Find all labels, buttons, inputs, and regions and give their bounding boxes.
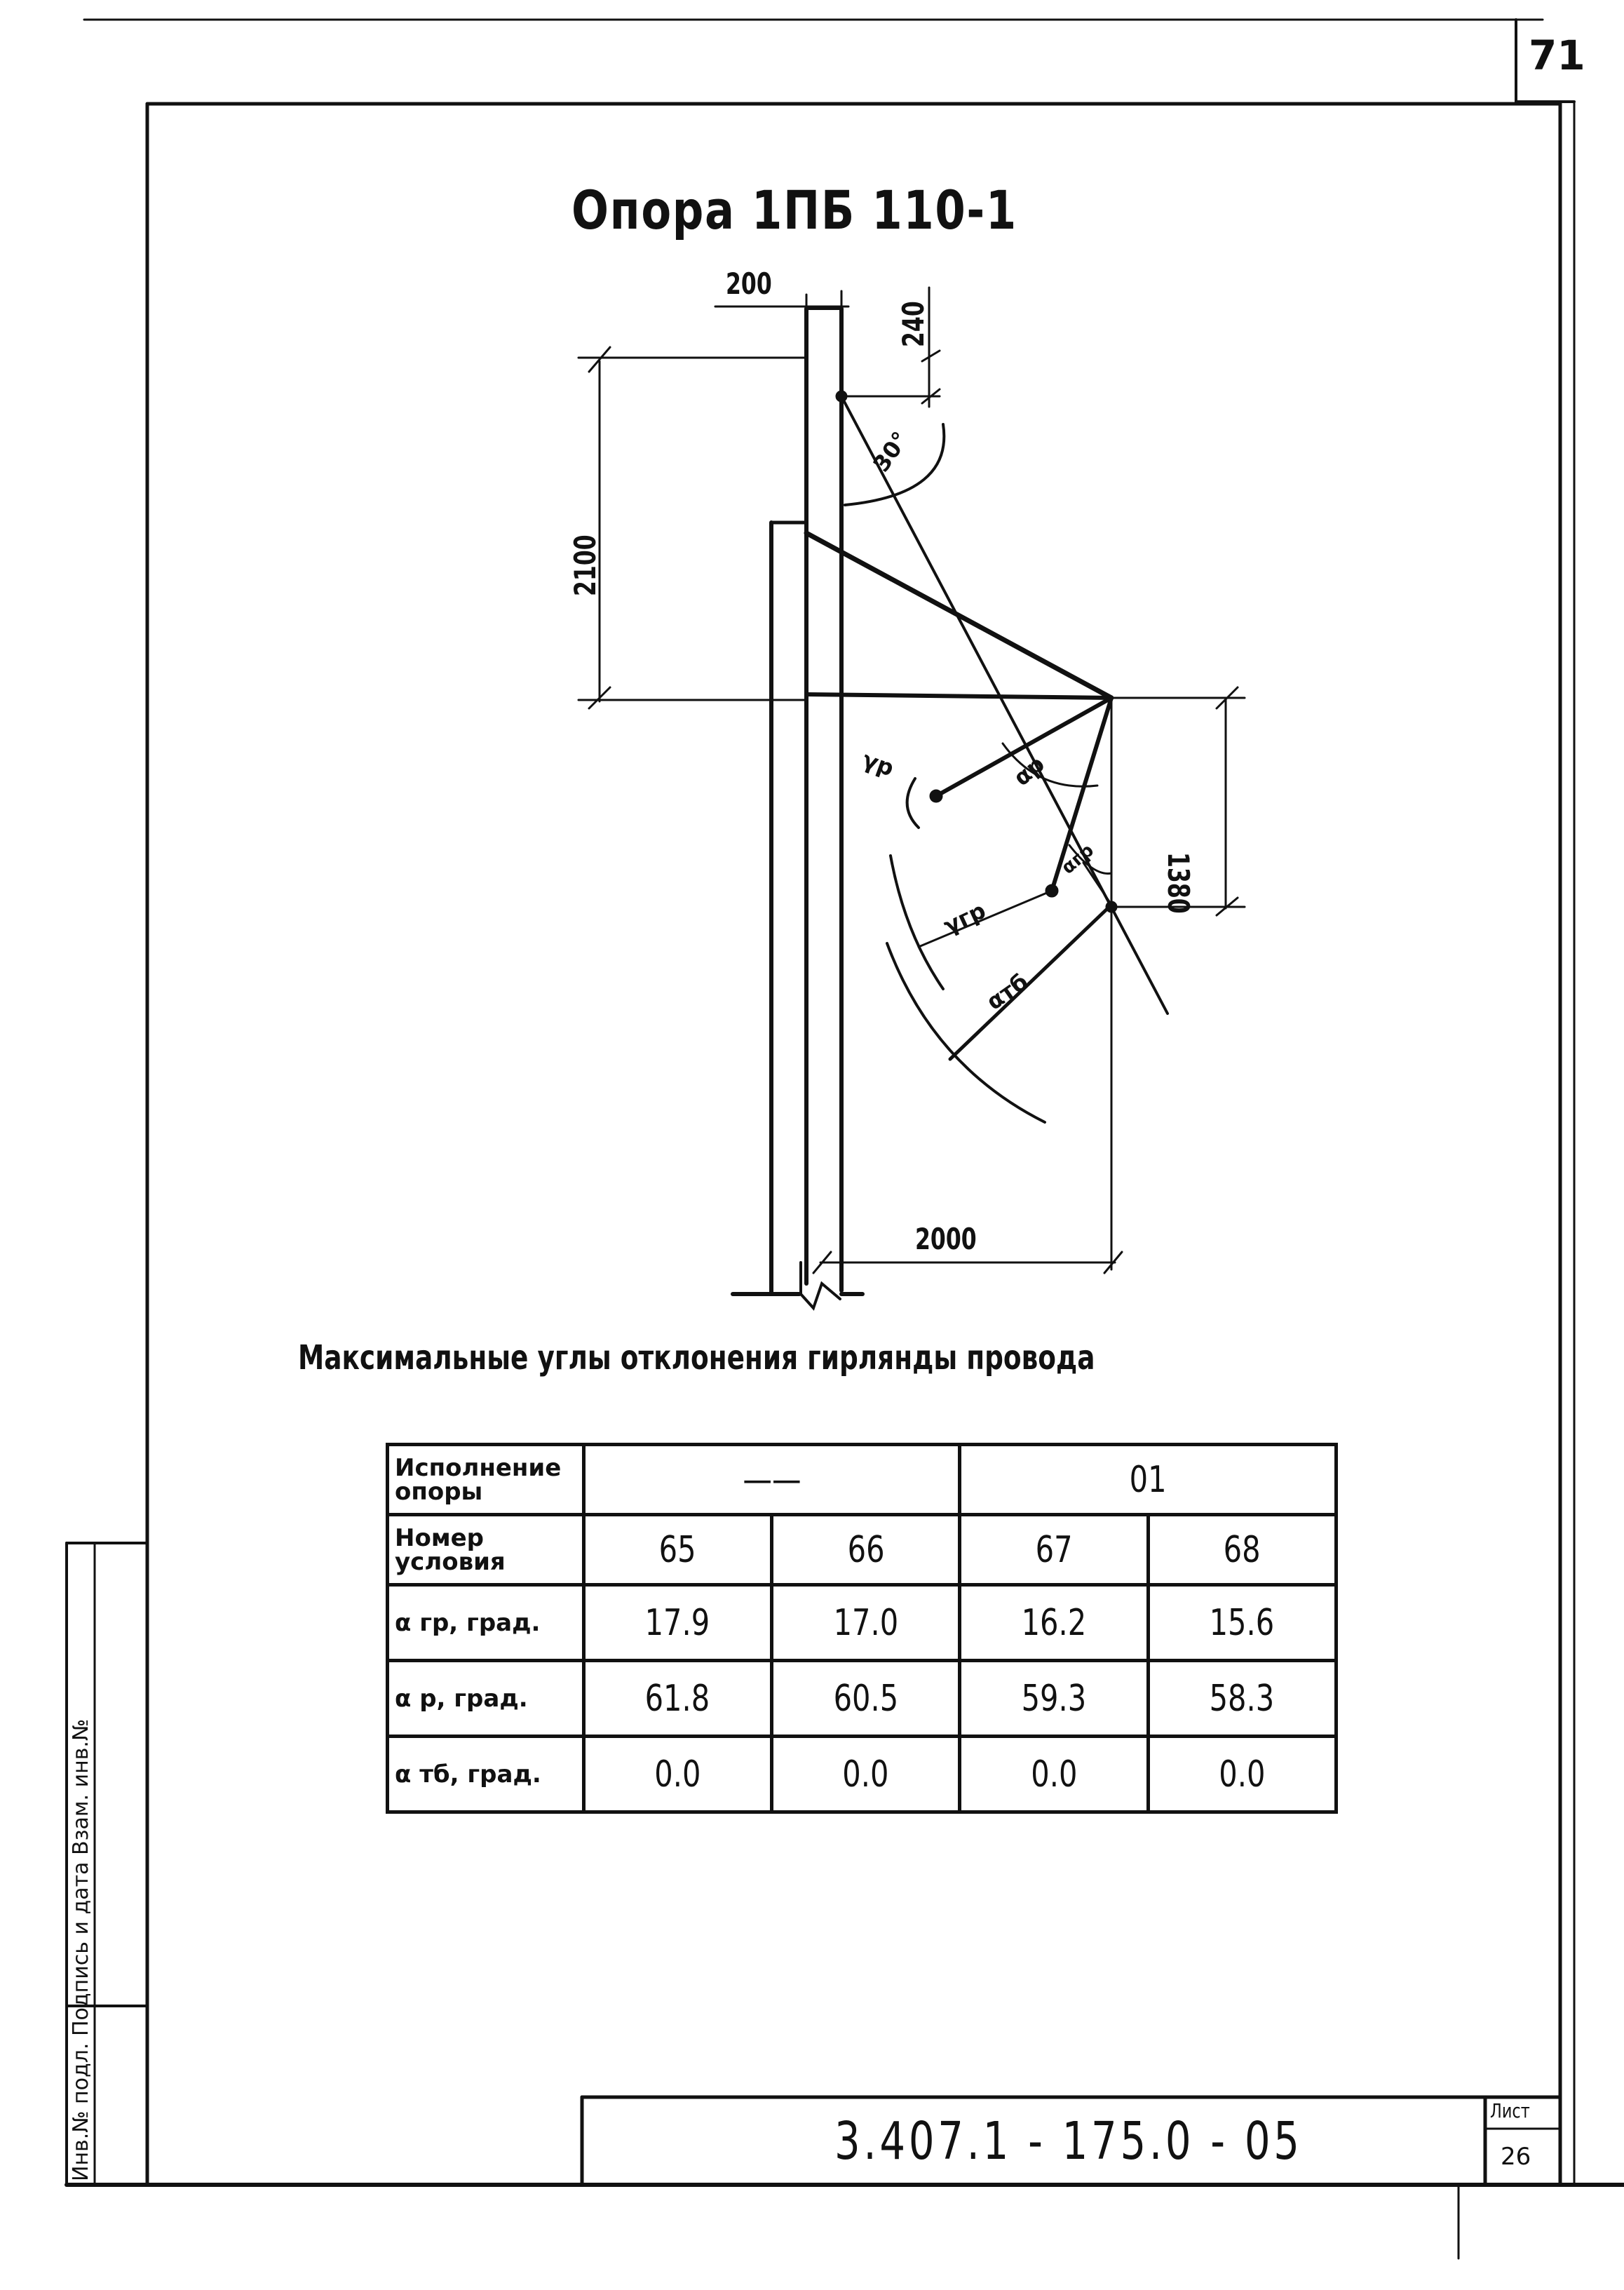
- table-cell: 60.5: [772, 1661, 960, 1737]
- table-cell: 15.6: [1148, 1585, 1336, 1661]
- label-gamma-r: γр: [858, 746, 898, 782]
- dim-200: 200: [726, 267, 772, 301]
- table-cell: 59.3: [960, 1661, 1148, 1737]
- table-row: [388, 1585, 1337, 1661]
- dim-240: 240: [896, 301, 931, 347]
- table-cell: 58.3: [1148, 1661, 1336, 1737]
- exec-cell: 01: [960, 1445, 1337, 1515]
- row-label: Номер условия: [388, 1515, 584, 1585]
- table-cell: 0.0: [960, 1737, 1148, 1812]
- crossarm: [806, 533, 1111, 698]
- dim-2000: 2000: [915, 1222, 977, 1256]
- table-row: [388, 1737, 1337, 1812]
- table-row: [388, 1445, 1337, 1515]
- table-cell: 0.0: [772, 1737, 960, 1812]
- page-title: Опора 1ПБ 110-1: [571, 179, 1017, 241]
- row-label: α тб, град.: [388, 1737, 584, 1812]
- table-row: [388, 1661, 1337, 1737]
- table-cell: 16.2: [960, 1585, 1148, 1661]
- exec-cell: ——: [583, 1445, 960, 1515]
- inclined-line: [841, 396, 1168, 1016]
- sheet-label: Лист: [1490, 2099, 1530, 2122]
- table-cell: 61.8: [583, 1661, 771, 1737]
- table-caption: Максимальные углы отклонения гирлянды провода: [298, 1338, 1095, 1378]
- row-label: α р, град.: [388, 1661, 584, 1737]
- header-exec: Исполнение опоры: [388, 1445, 584, 1515]
- table-cell: 17.0: [772, 1585, 960, 1661]
- table-cell: 66: [772, 1515, 960, 1585]
- table-cell: 65: [583, 1515, 771, 1585]
- table-row: [388, 1515, 1337, 1585]
- corner-sheet-number: 71: [1529, 32, 1585, 79]
- row-label: α гр, град.: [388, 1585, 584, 1661]
- side-stamp: Инв.№ подл. Подпись и дата Взам. инв.№: [69, 1718, 93, 2181]
- label-30deg: 30°: [867, 426, 914, 477]
- angles-table: [386, 1443, 1338, 1814]
- dim-1380: 1380: [1161, 852, 1196, 914]
- table-cell: 68: [1148, 1515, 1336, 1585]
- label-alpha-tb: αтб: [981, 968, 1034, 1016]
- label-gamma-gr: γгр: [939, 896, 990, 940]
- pole: [733, 309, 862, 1308]
- table-cell: 67: [960, 1515, 1148, 1585]
- label-alpha-r: αр: [1008, 750, 1050, 791]
- document-code: 3.407.1 - 175.0 - 05: [834, 2111, 1303, 2171]
- table-cell: 0.0: [583, 1737, 771, 1812]
- table-cell: 17.9: [583, 1585, 771, 1661]
- table-cell: 0.0: [1148, 1737, 1336, 1812]
- arc-gamma-r: [907, 779, 919, 828]
- dimension-lines: [578, 288, 1245, 1273]
- arc-tb: [887, 943, 1045, 1122]
- dim-2100: 2100: [568, 534, 602, 596]
- label-alpha-gr: αгр: [1057, 840, 1098, 879]
- sheet-number: 26: [1501, 2143, 1531, 2171]
